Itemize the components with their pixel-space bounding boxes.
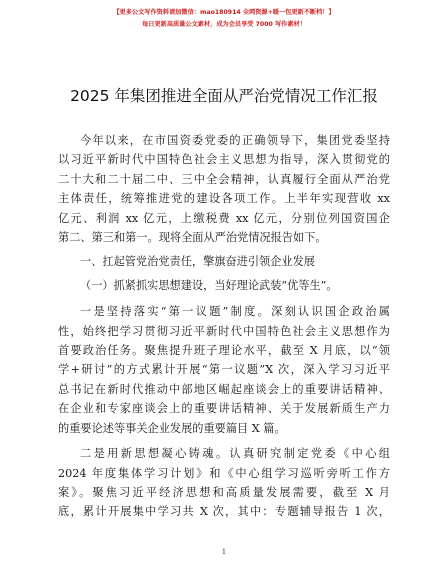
section-heading: 一、扛起管党治党责任，擎旗奋进引领企业发展 <box>80 255 315 269</box>
text-line: 性，始终把学习贯彻习近平新时代中国特色社会主义思想作为 <box>58 324 390 338</box>
text-line: 总书记在新时代推动中部地区崛起座谈会上的重要讲话精神、 <box>58 382 390 396</box>
document-body <box>58 131 390 525</box>
text-line: 以习近平新时代中国特色社会主义思想为指导，深入贯彻党的 <box>58 153 390 167</box>
text-line: 主体责任，统筹推进党的建设各项工作。上半年实现营收 xx <box>58 192 390 206</box>
text-line: 的重要论述等事关企业发展的重要篇目 X 篇。 <box>58 421 286 435</box>
text-line: 案》。聚焦习近平经济思想和高质量发展需要，截至 X 月 <box>58 485 390 499</box>
text-line: 第二、第三和第一。现将全面从严治党情况报告如下。 <box>58 231 327 245</box>
text-line: 二是用新思想凝心铸魂。认真研究制定党委《中心组 <box>80 447 390 461</box>
text-line: 今年以来，在市国资委党委的正确领导下，集团党委坚持 <box>80 134 390 147</box>
document-title: 2025 年集团推进全面从严治党情况工作汇报 <box>70 87 378 105</box>
text-line: 二十大和二十届二中、三中全会精神，认真履行全面从严治党 <box>58 172 390 186</box>
resource-notice-line2: 每日更新高质量公文素材，成为会员享受 7000 写作素材！ <box>142 21 306 28</box>
body-paragraph <box>58 444 390 522</box>
body-paragraph <box>58 302 390 438</box>
text-line: 学+研讨”的方式累计开展“第一议题”X 次，深入学习习近平 <box>58 363 390 377</box>
subsection-heading: （一）抓紧抓实思想建设，当好理论武装“优等生”。 <box>80 278 338 292</box>
text-line: 2024 年度集体学习计划》和《中心组学习巡听旁听工作方 <box>58 466 390 480</box>
text-line: 在企业和专家座谈会上的重要讲话精神、关于发展新质生产力 <box>58 402 390 416</box>
text-line: 一是坚持落实“第一议题”制度。深刻认识国企政治属 <box>80 305 390 319</box>
text-line: 底，累计开展集中学习共 X 次，其中：专题辅导报告 1 次， <box>58 505 390 519</box>
text-line: 亿元、利润 xx 亿元，上缴税费 xx 亿元，分别位列国资国企 <box>58 211 390 225</box>
page-number: 1 <box>221 548 227 556</box>
intro-paragraph <box>58 131 390 247</box>
text-line: 首要政治任务。聚焦提升班子理论水平，截至 X 月底，以“领 <box>58 344 390 358</box>
resource-notice-line1: 【更多公文写作资料请加微信：mao180914 全网资源+暖一包更新不断档！】 <box>113 9 335 16</box>
